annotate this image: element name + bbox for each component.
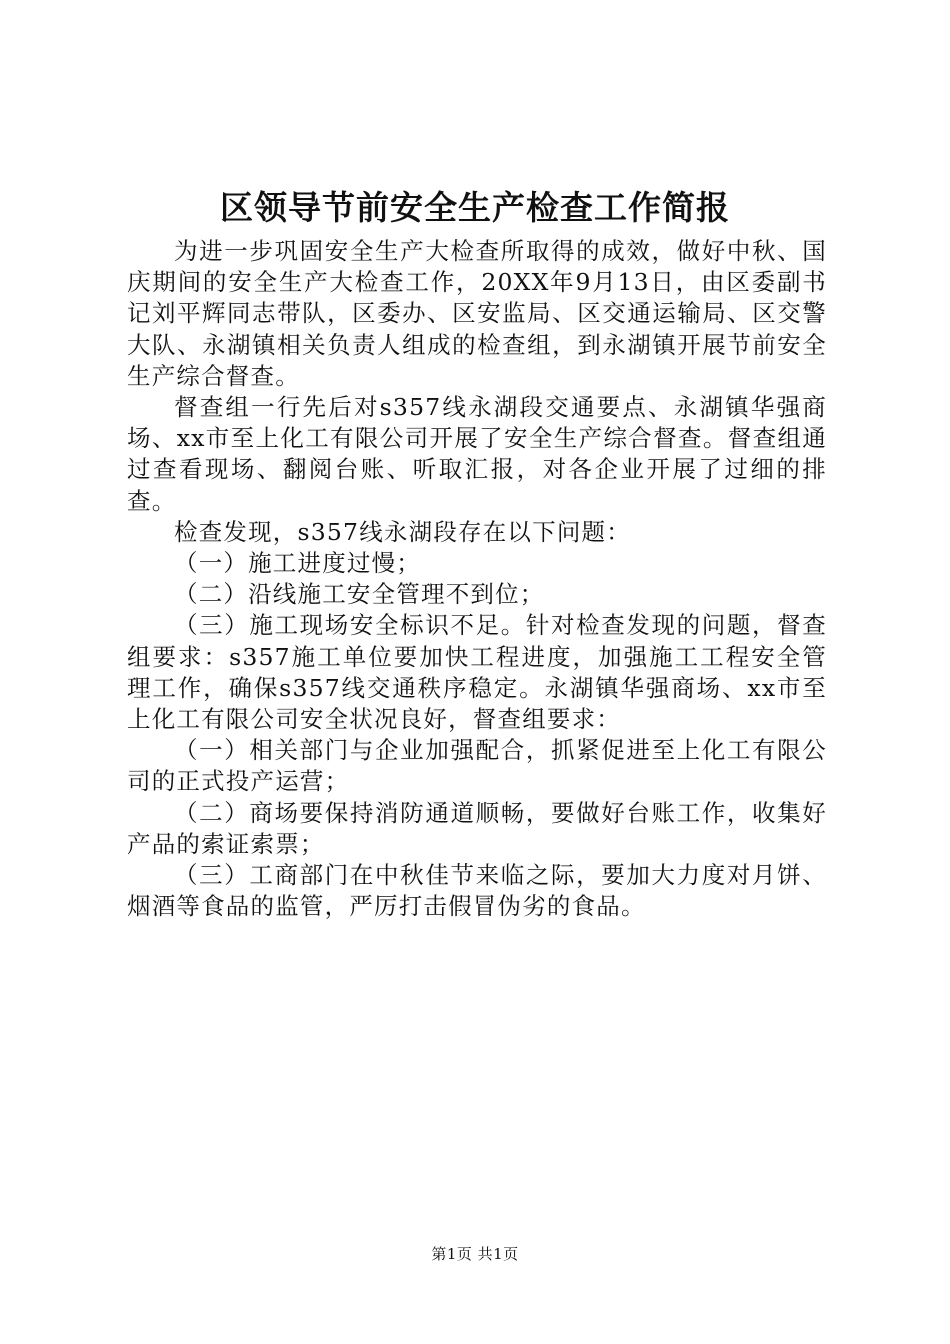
paragraph: （二）商场要保持消防通道顺畅，要做好台账工作，收集好产品的索证索票； — [127, 798, 827, 858]
document-title: 区领导节前安全生产检查工作简报 — [220, 188, 730, 227]
paragraph: （三）施工现场安全标识不足。针对检查发现的问题，督查组要求：s357施工单位要加快工程进度，加强施工工程安全管理工作，确保s357线交通秩序稳定。永湖镇华强商场、xx市至上化工有限公司安全状况良好，督查组要求： — [127, 611, 827, 734]
paragraph: 督查组一行先后对s357线永湖段交通要点、永湖镇华强商场、xx市至上化工有限公司开展了安全生产综合督查。督查组通过查看现场、翻阅台账、听取汇报，对各企业开展了过细的排查。 — [127, 393, 827, 515]
paragraph: 为进一步巩固安全生产大检查所取得的成效，做好中秋、国庆期间的安全生产大检查工作，20XX年9月13日，由区委副书记刘平辉同志带队，区委办、区安监局、区交通运输局、区交警大队、永湖镇相关负责人组成的检查组，到永湖镇开展节前安全生产综合督查。 — [127, 237, 827, 390]
paragraph: （一）相关部门与企业加强配合，抓紧促进至上化工有限公司的正式投产运营； — [127, 736, 827, 796]
page-footer: 第1页 共1页 — [431, 1245, 519, 1263]
paragraph: （二）沿线施工安全管理不到位； — [174, 580, 545, 609]
paragraph: （三）工商部门在中秋佳节来临之际，要加大力度对月饼、烟酒等食品的监管，严厉打击假冒伪劣的食品。 — [127, 861, 827, 921]
document-body — [127, 236, 827, 922]
paragraph: 检查发现，s357线永湖段存在以下问题： — [174, 517, 631, 546]
paragraph: （一）施工进度过慢； — [174, 549, 421, 578]
